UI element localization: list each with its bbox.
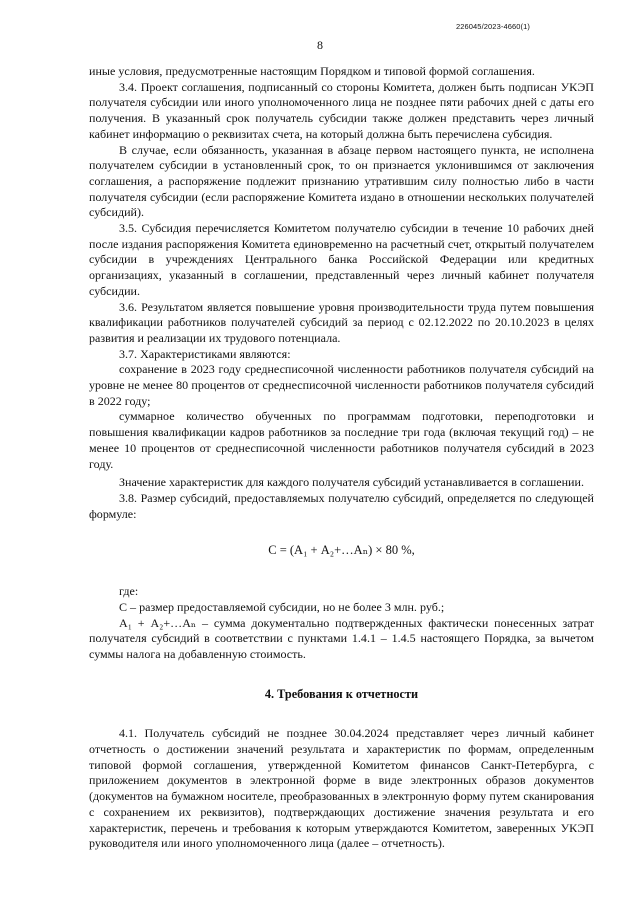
paragraph-3-8: 3.8. Размер субсидий, предоставляемых получателю субсидий, определяется по следующей формуле: [89,490,594,521]
paragraph: сохранение в 2023 году среднесписочной численности работников получателя субсидий на уровне не менее 80 процентов от среднесписочной численности работников получателя субсидий в 2022 году; [89,362,594,408]
paragraph: иные условия, предусмотренные настоящим Порядком и типовой формой соглашения. [89,64,535,78]
paragraph-3-4: 3.4. Проект соглашения, подписанный со стороны Комитета, должен быть подписан УКЭП получателя субсидии или иного уполномоченного лица не позднее пяти рабочих дней с даты его получения. В указанный срок получатель субсидии также должен представить через личный кабинет информацию о реквизитах счета, на который должна быть перечислена субсидия. [89,79,594,141]
paragraph-4-1: 4.1. Получатель субсидий не позднее 30.04.2024 представляет через личный кабинет отчетность о достижении значений результата и характеристик по формам, определенным типовой формой соглашения, утвержденной Комитетом финансов Санкт-Петербурга, с приложением документов в электронной форме в виде электронных образов документов (документов на бумажном носителе, преобразованных в электронную форму путем сканирования с сохранением их реквизитов), подтверждающих достижение значения результата и его характеристик, перечень и требования к которым утверждаются Комитетом, заверенных УКЭП руководителя или иного уполномоченного лица (далее – отчетность). [89,726,594,851]
page-number: 8 [317,38,323,52]
paragraph: суммарное количество обученных по программам подготовки, переподготовки и повышения квалификации кадров работников за последние три года (включая текущий год) – не менее 10 процентов от среднесписочной численности работников получателя субсидий в 2023 году. [89,409,594,471]
paragraph-3-6: 3.6. Результатом является повышение уровня производительности труда путем повышения квалификации работников получателей субсидий за период с 02.12.2022 по 20.10.2023 в целях развития и реализации их трудового потенциала. [89,299,594,345]
document-body [89,64,594,852]
section-heading: 4. Требования к отчетности [264,686,419,701]
formula: С = (А₁ + А₂+…Аₙ) × 80 %, [268,543,415,558]
paragraph: Значение характеристик для каждого получателя субсидий устанавливается в соглашении. [119,475,584,490]
paragraph-3-5: 3.5. Субсидия перечисляется Комитетом получателю субсидии в течение 10 рабочих дней после издания распоряжения Комитета единовременно на расчетный счет, открытый получателем субсидии в учреждениях Центрального банка Российской Федерации или кредитных организациях, указанный в соглашении, представленный через личный кабинет получателя субсидии. [89,221,594,298]
paragraph: А₁ + А₂+…Аₙ – сумма документально подтвержденных фактически понесенных затрат получателя субсидий в соответствии с пунктами 1.4.1 – 1.4.5 настоящего Порядка, за вычетом суммы налога на добавленную стоимость. [89,615,594,661]
paragraph: С – размер предоставляемой субсидии, но не более 3 млн. руб.; [119,599,445,614]
paragraph: где: [119,584,139,599]
document-id: 226045/2023-4660(1) [455,22,530,31]
paragraph: В случае, если обязанность, указанная в абзаце первом настоящего пункта, не исполнена получателем субсидии в установленный срок, то он признается уклонившимся от заключения соглашения, а распоряжение подлежит признанию утратившим силу полностью либо в части получателя субсидии (если распоряжение Комитета издано в отношении нескольких получателей субсидий). [89,142,594,220]
paragraph-3-7: 3.7. Характеристиками являются: [119,346,291,361]
